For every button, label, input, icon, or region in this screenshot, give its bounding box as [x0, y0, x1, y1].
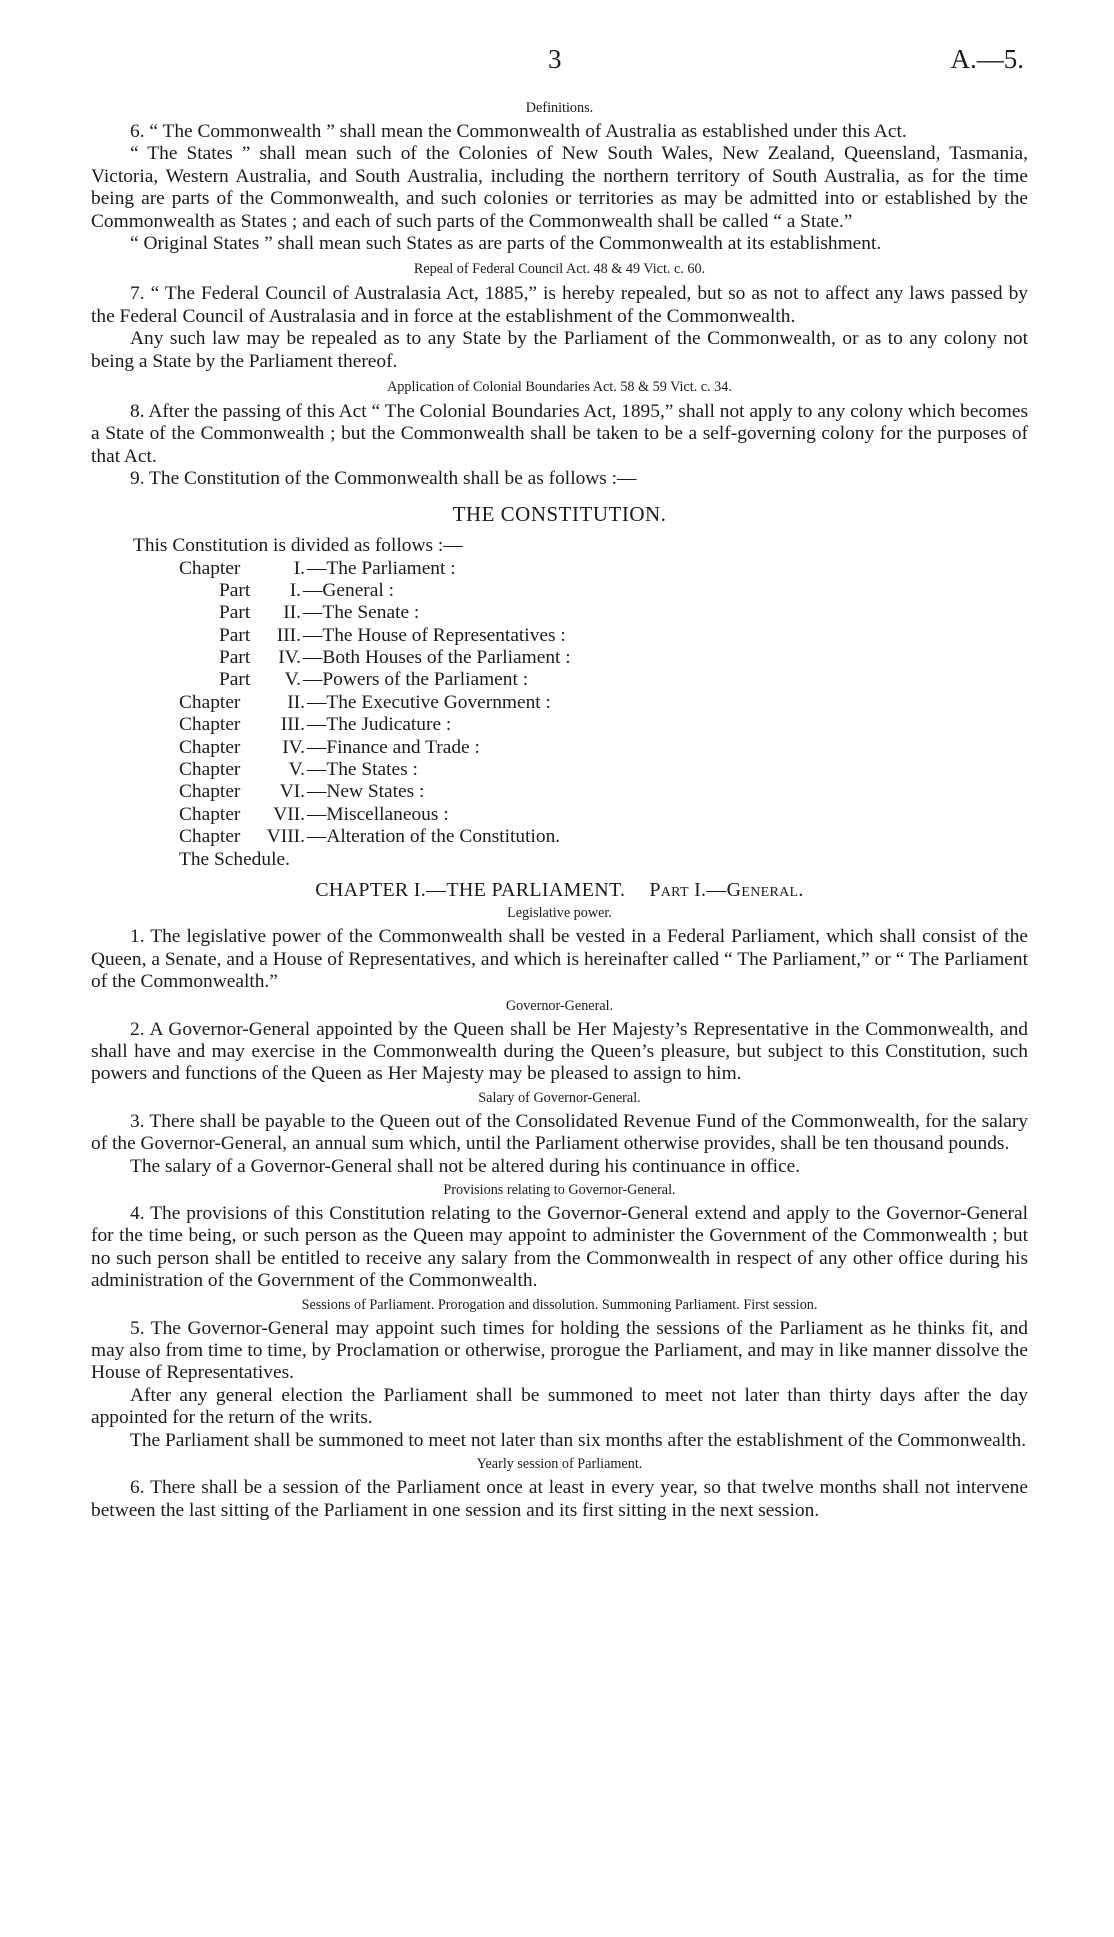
side-heading: Governor-General. [505, 997, 614, 1014]
contents-entry [91, 669, 1028, 691]
contents-entry-number: II. [287, 691, 305, 713]
contents-entry-title: —The House of Representatives : [303, 624, 566, 646]
contents-entry-kind: Chapter [179, 826, 241, 848]
contents-entry [91, 692, 1028, 714]
constitution-contents [91, 535, 1028, 871]
contents-entry-kind: Part [219, 624, 251, 646]
paragraph: “ The States ” shall mean such of the Colonies of New South Wales, New Zealand, Queensland, Tasmania, Victoria, Western Australia, and South Australia, including the northern territory of South Australia, as for the time being are parts of the Commonwealth, and such colonies or territories as may be admitted into or established by the Commonwealth as States ; and each of such parts of the Commonwealth shall be called “ a State.” [91, 143, 1028, 232]
contents-entry-number: I. [289, 579, 301, 601]
paragraph: 9. The Constitution of the Commonwealth shall be as follows :— [130, 468, 637, 490]
contents-entry-kind: Chapter [179, 803, 241, 825]
contents-entry-kind: Part [219, 579, 251, 601]
contents-entry [91, 602, 1028, 624]
paragraph: Any such law may be repealed as to any State by the Parliament of the Commonwealth, or as to any colony not being a State by the Parliament thereof. [91, 328, 1028, 372]
contents-entry-kind: Chapter [179, 781, 241, 803]
contents-entry [91, 781, 1028, 803]
contents-entry-number: III. [276, 624, 301, 646]
contents-entry-number: IV. [282, 736, 305, 758]
chapter-clauses [91, 903, 1028, 1522]
contents-entry-kind: Chapter [179, 759, 241, 781]
contents-entry [91, 647, 1028, 669]
contents-entry-number: II. [283, 602, 301, 624]
side-heading: Legislative power. [507, 905, 612, 922]
paragraph: “ Original States ” shall mean such States as are parts of the Commonwealth at its establishment. [130, 233, 882, 255]
contents-entry-kind: Part [219, 647, 251, 669]
contents-entry-title: —The Executive Government : [307, 691, 551, 713]
contents-intro: This Constitution is divided as follows :— [133, 535, 463, 557]
part-title: Part I.—General. [649, 878, 804, 901]
contents-entry-number: V. [288, 759, 305, 781]
contents-entry-title: —Finance and Trade : [307, 736, 480, 758]
document-reference: A.—5. [950, 44, 1024, 74]
contents-entry-title: —Both Houses of the Parliament : [303, 647, 571, 669]
contents-entry-kind: Chapter [179, 736, 241, 758]
side-heading: Definitions. [525, 100, 594, 116]
paragraph: 3. There shall be payable to the Queen out of the Consolidated Revenue Fund of the Commonwealth, for the salary of the Governor-General, an annual sum which, until the Parliament otherwise provides, shall be ten thousand pounds. [91, 1110, 1028, 1155]
page-number: 3 [548, 44, 562, 74]
contents-entry-number: V. [284, 669, 301, 691]
contents-entry [91, 826, 1028, 848]
contents-entry-number: III. [280, 714, 305, 736]
contents-entry-kind: Part [219, 602, 251, 624]
contents-entry-kind: Chapter [179, 557, 241, 579]
side-heading: Yearly session of Parliament. [476, 1456, 643, 1473]
contents-entry [91, 804, 1028, 826]
contents-entry-title: —The Parliament : [307, 557, 456, 579]
side-heading: Sessions of Parliament. Prorogation and dissolution. Summoning Parliament. First session. [301, 1296, 818, 1313]
contents-entry [91, 759, 1028, 781]
paragraph: 4. The provisions of this Constitution relating to the Governor-General extend and apply to the Governor-General for the time being, or such person as the Queen may appoint to administer the Government of the Commonwealth ; but no such person shall be entitled to receive any salary from the Commonwealth in respect of any other office during his administration of the Government of the Commonwealth. [91, 1203, 1028, 1292]
contents-entry-kind: Chapter [179, 691, 241, 713]
contents-entry-kind: Chapter [179, 714, 241, 736]
page-header [0, 44, 1114, 84]
paragraph: 8. After the passing of this Act “ The Colonial Boundaries Act, 1895,” shall not apply to any colony which becomes a State of the Commonwealth ; but the Commonwealth shall be taken to be a self-governing colony for the purposes of that Act. [91, 401, 1028, 467]
side-heading: Salary of Governor-General. [478, 1089, 641, 1106]
contents-entry-number: IV. [278, 647, 301, 669]
contents-entry-title: —Miscellaneous : [307, 803, 449, 825]
chapter-title: CHAPTER I.—THE PARLIAMENT. [315, 878, 626, 901]
side-heading: Provisions relating to Governor-General. [443, 1182, 676, 1199]
paragraph: 2. A Governor-General appointed by the Queen shall be Her Majesty’s Representative in the Commonwealth, and shall have and may exercise in the Commonwealth during the Queen’s pleasure, but subject to this Constitution, such powers and functions of the Queen as Her Majesty may be pleased to assign to him. [91, 1018, 1028, 1085]
document-body [91, 96, 1028, 1522]
side-heading: Application of Colonial Boundaries Act. 58 & 59 Vict. c. 34. [387, 379, 732, 396]
paragraph: After any general election the Parliament shall be summoned to meet not later than thirty days after the day appointed for the return of the writs. [91, 1384, 1028, 1429]
contents-entry [91, 714, 1028, 736]
paragraph: 6. “ The Commonwealth ” shall mean the Commonwealth of Australia as established under this Act. [130, 121, 907, 142]
chapter-heading [91, 879, 1028, 901]
paragraph: 6. There shall be a session of the Parliament once at least in every year, so that twelve months shall not intervene between the last sitting of the Parliament in one session and its first sitting in the next session. [91, 1477, 1028, 1521]
paragraph: 7. “ The Federal Council of Australasia Act, 1885,” is hereby repealed, but so as not to affect any laws passed by the Federal Council of Australasia and in force at the establishment of the Commonwealth. [91, 283, 1028, 327]
contents-schedule: The Schedule. [179, 848, 290, 870]
contents-entry-number: I. [293, 557, 305, 579]
contents-entry-title: —General : [303, 579, 394, 601]
contents-entry-kind: Part [219, 669, 251, 691]
contents-entry-number: VIII. [266, 826, 305, 848]
contents-entry-title: —New States : [307, 781, 425, 803]
contents-entry-number: VII. [273, 803, 305, 825]
contents-entry [91, 737, 1028, 759]
contents-entry [91, 580, 1028, 602]
constitution-title: THE CONSTITUTION. [452, 501, 667, 526]
contents-entry-title: —Powers of the Parliament : [303, 669, 529, 691]
contents-entry-title: —The Senate : [303, 602, 420, 624]
paragraph: The Parliament shall be summoned to meet not later than six months after the establishment of the Commonwealth. [130, 1429, 1027, 1451]
contents-entry [91, 558, 1028, 580]
contents-entry-title: —The States : [307, 759, 418, 781]
side-heading: Repeal of Federal Council Act. 48 & 49 Vict. c. 60. [413, 261, 706, 278]
contents-entry-title: —Alteration of the Constitution. [307, 826, 561, 848]
paragraph: 1. The legislative power of the Commonwealth shall be vested in a Federal Parliament, which shall consist of the Queen, a Senate, and a House of Representatives, and which is hereinafter called “ The Parliament,” or “ The Parliament of the Commonwealth.” [91, 926, 1028, 993]
paragraph: The salary of a Governor-General shall not be altered during his continuance in office. [130, 1155, 801, 1177]
contents-entry-number: VI. [279, 781, 305, 803]
paragraph: 5. The Governor-General may appoint such times for holding the sessions of the Parliament as he thinks fit, and may also from time to time, by Proclamation or otherwise, prorogue the Parliament, and may in like manner dissolve the House of Representatives. [91, 1317, 1028, 1384]
contents-entry-title: —The Judicature : [307, 714, 452, 736]
contents-entry [91, 625, 1028, 647]
